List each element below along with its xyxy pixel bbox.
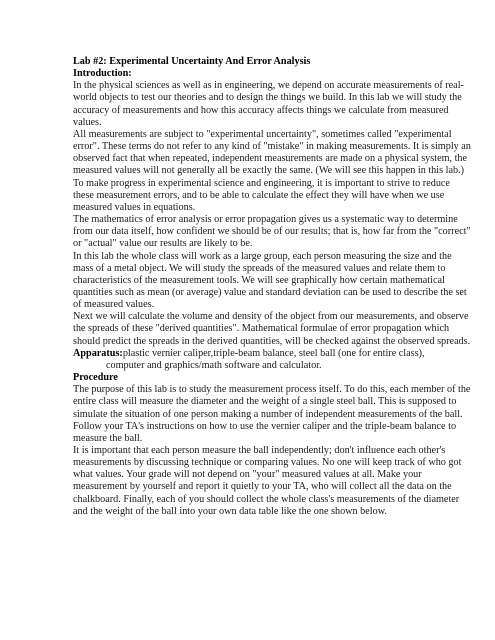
apparatus-label: Apparatus: <box>73 347 123 359</box>
document-title: Lab #2: Experimental Uncertainty And Error Analysis <box>73 56 311 67</box>
intro-paragraph-4: In this lab the whole class will work as a large group, each person measuring the size and the mass of a metal object. We will study the spreads of the measured values and relate them to characteristics of the measurement tools. We will see graphically how certain mathematical quantities such as mean (or average) value and standard deviation can be used to describe the set of measured values. <box>73 250 467 311</box>
procedure-paragraph-1: The purpose of this lab is to study the measurement process itself. To do this, each member of the entire class will measure the diameter and the weight of a single steel ball. This is supposed to simulate the situation of one person making a number of independent measurements of the ball. Follow your TA's instructions on how to use the vernier caliper and the triple-beam balance to measure the ball. <box>73 384 471 444</box>
intro-paragraph-2: All measurements are subject to "experimental uncertainty", sometimes called "experimental error". These terms do not refer to any kind of "mistake" in making measurements. It is simply an observed fact that when repeated, independent measurements are made on a physical system, the measured values will not generally all be exactly the same. (We will see this happen in this lab.) To make progress in experimental science and engineering, it is important to strive to reduce these measurement errors, and to be able to calculate the effect they will have when we use measured values in equations. <box>73 128 471 213</box>
procedure-heading: Procedure <box>73 372 118 384</box>
apparatus-text-line-1: plastic vernier caliper,triple-beam balance, steel ball (one for entire class), <box>122 347 425 359</box>
apparatus-section <box>73 348 473 372</box>
intro-paragraph-5: Next we will calculate the volume and density of the object from our measurements, and observe the spreads of these "derived quantities". Mathematical formulae of error propagation which should predict the spreads in the derived quantities, will be checked against the observed spreads. <box>73 311 471 347</box>
introduction-heading: Introduction: <box>73 68 132 80</box>
intro-paragraph-3: The mathematics of error analysis or error propagation gives us a systematic way to determine from our data itself, how confident we should be of our results; that is, how far from the "correct" or "actual" value our results are likely to be. <box>73 214 471 250</box>
apparatus-text-line-2: computer and graphics/math software and calculator. <box>106 359 322 371</box>
intro-paragraph-1: In the physical sciences as well as in engineering, we depend on accurate measurements of real-world objects to test our theories and to design the things we build. In this lab we will study the accuracy of measurements and how this accuracy affects things we calculate from measured values. <box>73 80 464 128</box>
document-page <box>73 56 473 518</box>
procedure-paragraph-2: It is important that each person measure the ball independently; don't influence each other's measurements by discussing technique or comparing values. No one will keep track of who got what values. Your grade will not depend on "your" measured values at all. Make your measurement by yourself and report it quietly to your TA, who will collect all the data on the chalkboard. Finally, each of you should collect the whole class's measurements of the diameter and the weight of the ball into your own data table like the one shown below. <box>73 445 462 517</box>
